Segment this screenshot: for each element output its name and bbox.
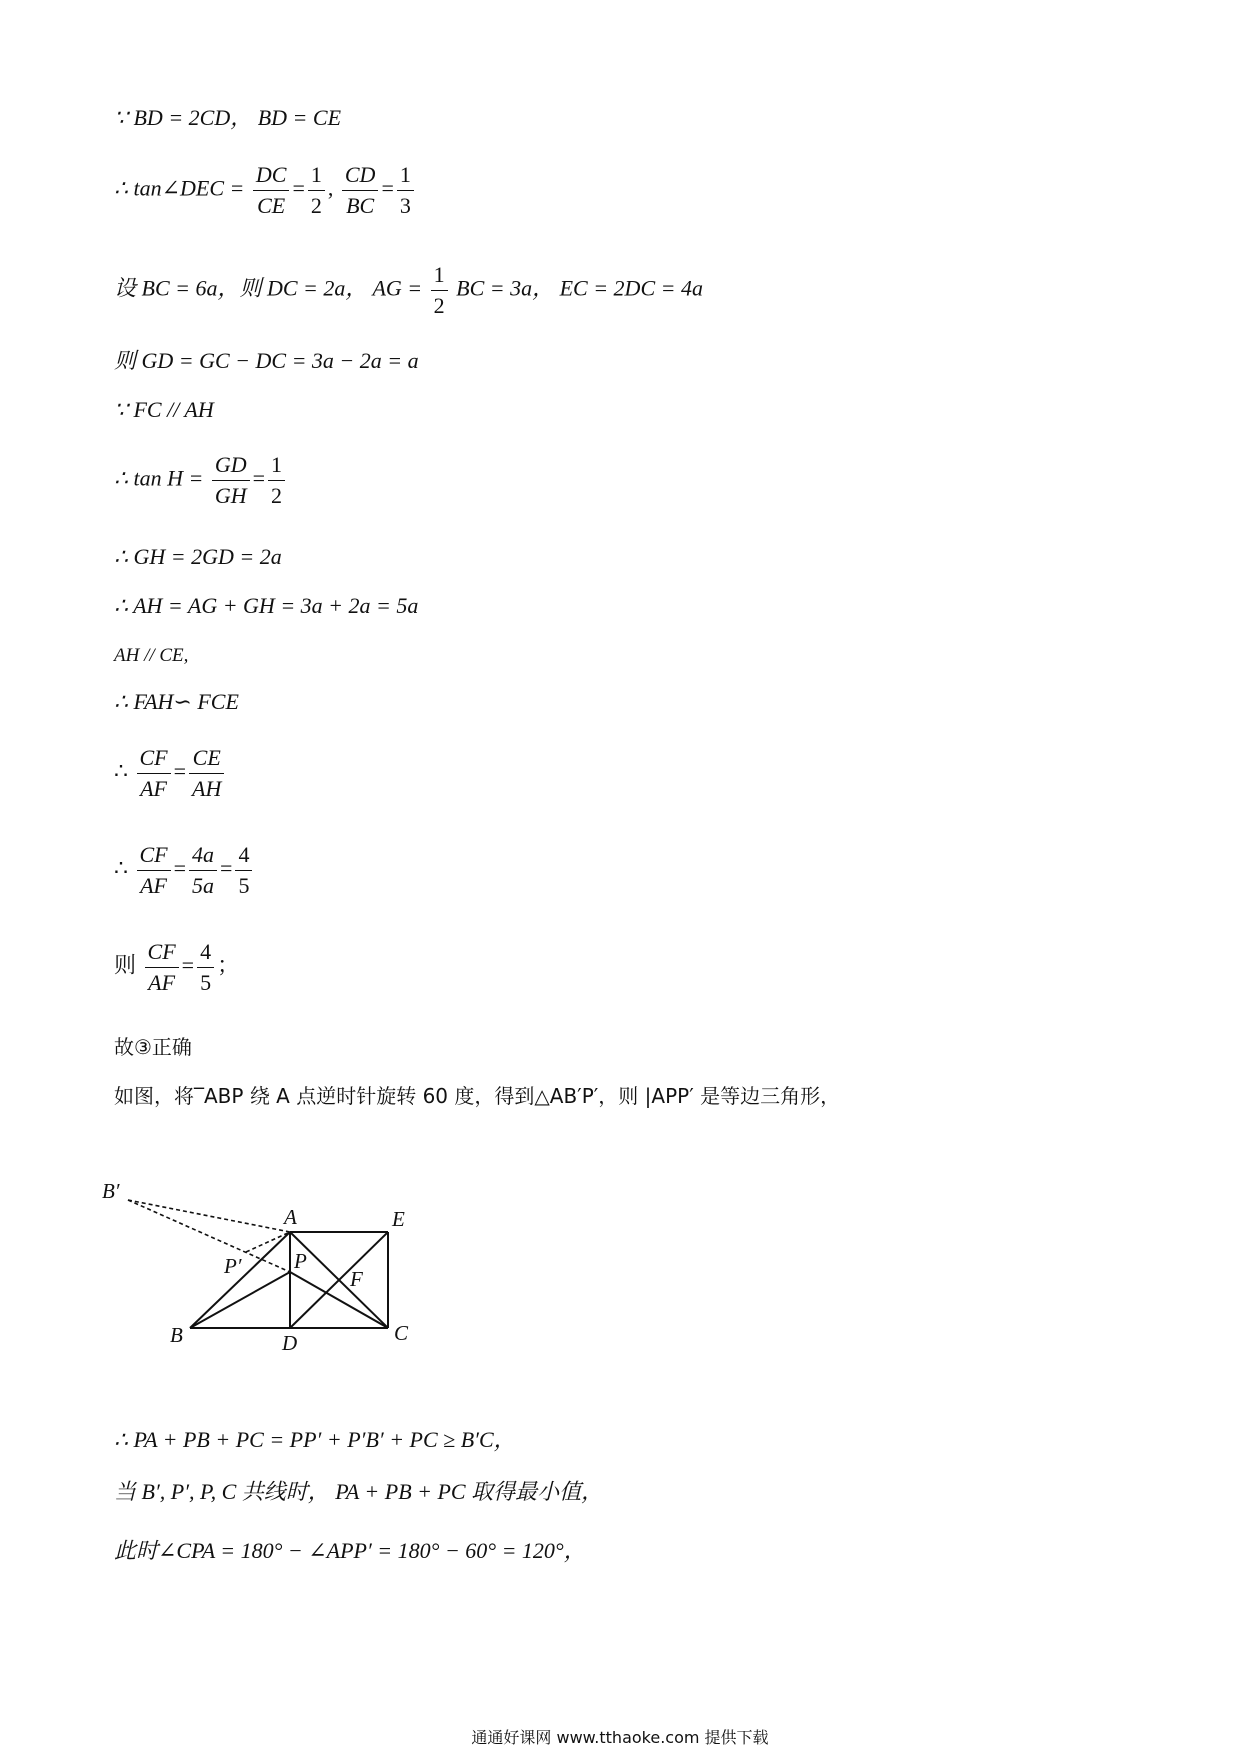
page-footer: 通通好课网 www.tthaoke.com 提供下载 xyxy=(471,1728,769,1747)
line-17: 当 B′, P′, P, C 共线时， PA + PB + PC 取得最小值， xyxy=(114,1479,604,1504)
line-5: ∵ FC // AH xyxy=(114,397,214,422)
line-10: ∴ FAH∽ FCE xyxy=(114,689,239,714)
label-A: A xyxy=(284,1205,297,1229)
line-15: 如图，将‾ABP 绕 A 点逆时针旋转 60 度，得到△AB′P′，则 |APP′ 是等边三角形， xyxy=(114,1084,841,1108)
fraction: $\frac{CD}{BC}$ xyxy=(342,160,379,221)
label-C: C xyxy=(394,1321,409,1345)
fraction: $\frac{CE}{AH}$ xyxy=(189,743,224,804)
fraction: $\frac{CF}{AF}$ xyxy=(137,743,171,804)
line-1: ∵ BD = 2CD， BD = CE xyxy=(114,105,342,130)
label-B: B xyxy=(170,1323,183,1347)
line-16: ∴ PA + PB + PC = PP′ + P′B′ + PC ≥ B′C， xyxy=(114,1427,516,1452)
fraction: $\frac{4}{5}$ xyxy=(235,840,252,901)
dashed-BpA xyxy=(128,1200,290,1232)
fraction: $\frac{1}{2}$ xyxy=(268,450,285,511)
label-E: E xyxy=(392,1207,405,1231)
fraction: $\frac{4a}{5a}$ xyxy=(189,840,217,901)
line-18: 此时∠CPA = 180° − ∠APP′ = 180° − 60° = 120°， xyxy=(114,1538,586,1563)
dashed-PpA xyxy=(246,1232,290,1252)
line-4: 则 GD = GC − DC = 3a − 2a = a xyxy=(114,348,419,373)
fraction: $\frac{CF}{AF}$ xyxy=(145,937,179,998)
geometry-figure xyxy=(100,1160,430,1360)
fraction: $\frac{1}{3}$ xyxy=(397,160,414,221)
fraction: $\frac{1}{2}$ xyxy=(431,260,448,321)
line-3: 设 BC = 6a，则 DC = 2a， AG = $\frac{1}{2}$ BC = 3a， EC = 2DC = 4a xyxy=(114,260,703,321)
dashed-BpP xyxy=(128,1200,290,1272)
label-F: F xyxy=(350,1267,363,1291)
line-12: ∴ $\frac{CF}{AF}$ = $\frac{4a}{5a}$ = $\frac{4}{5}$ xyxy=(114,840,255,901)
fraction: $\frac{GD}{GH}$ xyxy=(212,450,250,511)
label-P-prime: P′ xyxy=(224,1254,242,1278)
fraction: $\frac{CF}{AF}$ xyxy=(137,840,171,901)
line-14: 故③正确 xyxy=(114,1035,192,1059)
fraction: $\frac{1}{2}$ xyxy=(308,160,325,221)
line-9: AH // CE, xyxy=(114,645,189,666)
line-2-prefix: ∴ tan∠DEC = xyxy=(114,175,245,201)
line-2: ∴ tan∠DEC = $\frac{DC}{CE}$ = $\frac{1}{2}$ , $\frac{CD}{BC}$ = $\frac{1}{3}$ xyxy=(114,160,417,221)
label-D: D xyxy=(282,1331,298,1355)
fraction: $\frac{DC}{CE}$ xyxy=(253,160,290,221)
line-13: 则 $\frac{CF}{AF}$ = $\frac{4}{5}$ ； xyxy=(114,937,239,998)
line-11: ∴ $\frac{CF}{AF}$ = $\frac{CE}{AH}$ xyxy=(114,743,227,804)
line-7: ∴ GH = 2GD = 2a xyxy=(114,544,282,569)
fraction: $\frac{4}{5}$ xyxy=(197,937,214,998)
label-B-prime: B′ xyxy=(102,1179,120,1203)
line-6: ∴ tan H = $\frac{GD}{GH}$ = $\frac{1}{2}$ xyxy=(114,450,288,511)
label-P: P xyxy=(294,1249,307,1273)
line-8: ∴ AH = AG + GH = 3a + 2a = 5a xyxy=(114,593,419,618)
